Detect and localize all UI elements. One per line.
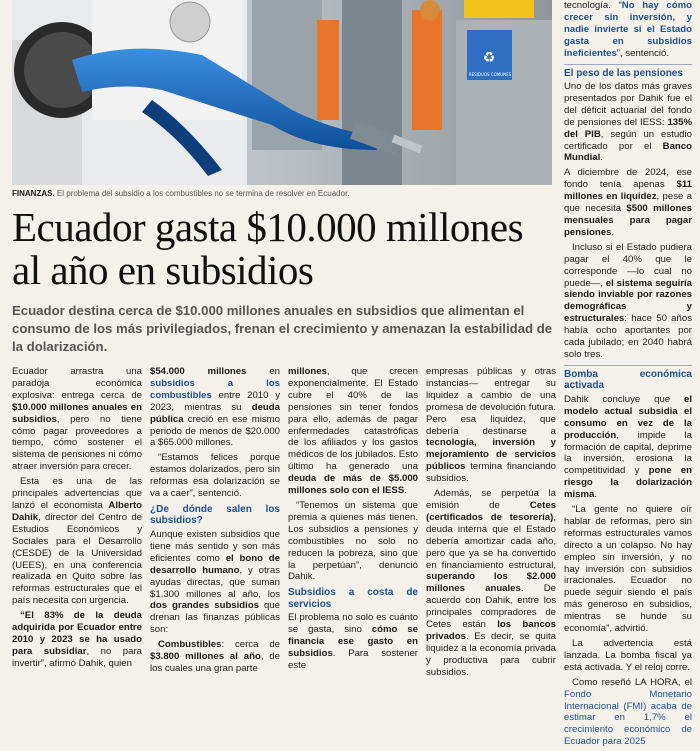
paragraph: Combustibles: cerca de $3.800 millones al año, de los cuales una gran parte bbox=[150, 639, 280, 674]
paragraph: Aunque existen subsidios que tiene más sentido y son más eficientes como el bono de desarrollo humano, y otras ayudas directas, que suman $1.300 millones al año, los dos grandes subsidios que drenan las finanzas públicas son: bbox=[150, 528, 281, 636]
paragraph: “Tenemos un sistema que premia a quienes más tienen. Los subsidios a pensiones y combustibles no solo no reducen la pobreza, sino que la perpetúan”, denunció Dahik. bbox=[288, 499, 418, 583]
paragraph: Incluso si el Estado pudiera pagar el 40% que le corresponde —lo cual no puede—, el sistema seguiría siendo inviable por razones demográficas y estructurales: hace 50 años había ocho aportantes por cada jubilado; en 2040 habrá solo tres. bbox=[564, 241, 692, 360]
fuel-pump-photo bbox=[12, 0, 552, 185]
paragraph: Dahik concluye que el modelo actual subsidia el consumo en vez de la producción, impide la formación de capital, deprime la inversión, erosiona la competitividad y pone en riesgo la dolarización misma. bbox=[564, 393, 693, 501]
paragraph: $54.000 millones en subsidios a los combustibles entre 2010 y 2023, mientras su deuda pública creció en ese mismo periodo de menos de $20.000 a $65.000 millones. bbox=[150, 366, 281, 449]
headline: Ecuador gasta $10.000 millones al año en subsidios bbox=[12, 204, 524, 293]
subheading: El peso de las pensiones bbox=[564, 64, 692, 80]
paragraph: “El 83% de la deuda adquirida por Ecuador entre 2010 y 2023 se ha usado para subsidiar, no para invertir”, afirmó Dahik, quien bbox=[12, 610, 142, 669]
paragraph: Esta es una de las principales advertencias que lanzó el economista Alberto Dahik, director del Centro de Estudios Económicos y Sociales para el Desarrollo (CESDE) de la Universidad (UEES), en una conferencia realizada en Quito sobre las reformas estructurales que el país necesita con urgencia. bbox=[12, 476, 142, 607]
paragraph: La advertencia está lanzada. La bomba fiscal ya está activada. Y el reloj corre. bbox=[564, 638, 692, 673]
photo-caption bbox=[12, 189, 557, 198]
paragraph: “La gente no quiere oír hablar de reformas, pero sin reformas estructurales vamos directo a un colapso. No hay empleo sin inversión, y no hay inversión con subsidios irracionales. Ecuador no puede seguir siendo el país más generoso en subsidios, mientras se hunde su economía”, advirtió. bbox=[564, 504, 692, 635]
paragraph: Como reseñó LA HORA, el Fondo Monetario Internacional (FMI) acaba de estimar en 1,7% el crecimiento económico de Ecuador para 2025 bbox=[564, 676, 692, 748]
subheading: Subsidios a costa de servicios bbox=[288, 587, 418, 610]
paragraph: tecnología. “No hay cómo crecer sin inversión, y nadie invierte si el Estado gasta en subsidios ineficientes”, sentenció. bbox=[564, 0, 692, 59]
caption-kicker: FINANZAS. bbox=[12, 189, 55, 198]
deck: Ecuador destina cerca de $10.000 millones anuales en subsidios que alimentan el consumo de los más privilegiados, frenan el crecimiento y amenazan la estabilidad de la dolarización. bbox=[12, 303, 553, 354]
subheading: ¿De dónde salen los subsidios? bbox=[150, 503, 280, 527]
paragraph: El problema no solo es cuánto se gasta, sino cómo se financia ese gasto en subsidios. Para sostener este bbox=[288, 612, 418, 671]
paragraph: millones, que crecen exponencialmente. El Estado cubre el 40% de las pensiones sin tener fondos para ello, además de pagar enfermedades catastróficas de los afiliados y los gastos médicos de los jubilados. Esto último ha generado una deuda de más de $5.000 millones solo con el IESS. bbox=[288, 366, 418, 497]
paragraph: Ecuador arrastra una paradoja económica explosiva: entrega cerca de $10.000 millones anuales en subsidios, pero no tiene cómo pagar proveedores a tiempo, cómo sostener el sistema de pensiones ni cómo atraer inversión para crecer. bbox=[12, 366, 142, 473]
paragraph: A diciembre de 2024, ese fondo tenía apenas $11 millones en liquidez, pese a que necesita $500 millones mensuales para pagar pensiones. bbox=[564, 167, 693, 238]
paragraph: Además, se perpetúa la emisión de Cetes (certificados de tesorería), deuda interna que el Estado debería amortizar cada año, pero que ya se ha convertido en financiamiento estructural, superando los $2.000 millones anuales. De acuerdo con Dahik, entre los principales compradores de Cetes están los bancos privados. Es decir, se quita liquidez a la economía privada y productiva para cubrir subsidios. bbox=[426, 488, 556, 678]
paragraph: “Estamos felices porque estamos dolarizados, pero sin reformas esa dolarización se va a caer”, sentenció. bbox=[150, 452, 280, 500]
article-column-3 bbox=[288, 366, 418, 675]
svg-text:♻: ♻ bbox=[482, 50, 496, 66]
caption-text: El problema del subsidio a los combustibles no se termina de resolver en Ecuador. bbox=[56, 189, 350, 198]
article-column-right bbox=[564, 0, 692, 751]
sign-label: RESIDUOS COMUNES bbox=[468, 72, 512, 77]
paragraph: Uno de los datos más graves presentados por Dahik fue el del déficit actuarial del fondo de pensiones del IESS: 135% del PIB, según un estudio certificado por el Banco Mundial. bbox=[564, 81, 692, 164]
news-photo bbox=[12, 0, 552, 185]
article-column-1 bbox=[12, 366, 142, 673]
article-column-4 bbox=[426, 366, 556, 682]
paragraph: empresas públicas y otras instancias— entregar su liquidez a cambio de una promesa de devolución futura. Pero esa liquidez, que debería destinarse a tecnología, inversión y mejoramiento de servicios públicos termina financiando subsidios. bbox=[426, 366, 556, 485]
article-column-2 bbox=[150, 366, 280, 678]
subheading: Bomba económica activada bbox=[564, 365, 692, 392]
